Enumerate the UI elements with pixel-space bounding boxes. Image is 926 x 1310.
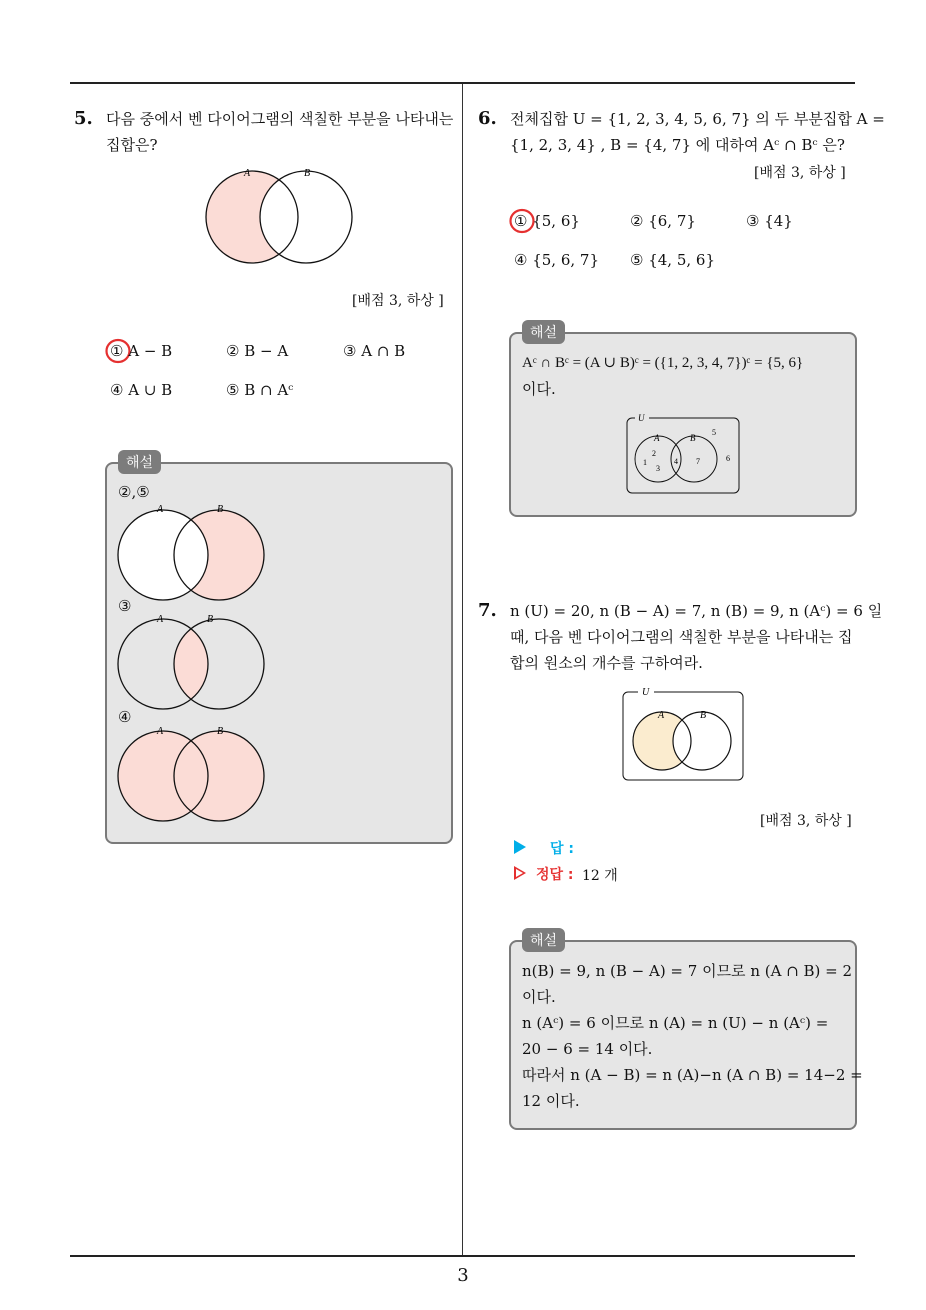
q5-sol3-label-a: A — [157, 726, 164, 737]
q5-venn-label-a: A — [244, 168, 251, 179]
q7-venn-diagram — [622, 683, 746, 783]
q6-venn-num-5: 5 — [712, 428, 716, 437]
q5-text-line1: 다음 중에서 벤 다이어그램의 색칠한 부분을 나타내는 — [106, 110, 454, 128]
q6-venn-num-6: 6 — [726, 454, 730, 463]
q6-choice-3[interactable]: ③ {4} — [746, 212, 793, 230]
q6-choice-4[interactable]: ④ {5, 6, 7} — [514, 251, 600, 269]
q6-sol-line1: Aᶜ ∩ Bᶜ = (A ∪ B)ᶜ = ({1, 2, 3, 4, 7})ᶜ = {5, 6} — [522, 355, 804, 371]
q7-sol-line5: 따라서 n (A − B) = n (A)−n (A ∩ B) = 14−2 = — [522, 1066, 863, 1084]
q6-venn-num-7: 7 — [696, 457, 700, 466]
column-divider — [462, 84, 463, 1256]
q7-sol-line6: 12 이다. — [522, 1092, 580, 1110]
q5-number: 5. — [74, 108, 93, 129]
q7-sol-line2: 이다. — [522, 988, 556, 1006]
q7-answer-arrow-icon — [514, 840, 526, 854]
q7-score: [배점 3, 하상 ] — [760, 813, 852, 829]
q6-venn-num-1: 1 — [643, 458, 647, 467]
q7-sol-line4: 20 − 6 = 14 이다. — [522, 1040, 653, 1058]
q5-sol-label-3: ④ — [118, 708, 132, 726]
q5-sol2-label-a: A — [157, 614, 164, 625]
q7-text-line3: 합의 원소의 개수를 구하여라. — [510, 654, 703, 672]
q6-solution-tag: 해설 — [522, 320, 565, 344]
q6-venn-a-label: A — [654, 433, 660, 443]
q6-venn-u-label: U — [638, 413, 645, 423]
q7-solution-tag: 해설 — [522, 928, 565, 952]
q5-sol-label-1: ②,⑤ — [118, 483, 150, 501]
q5-text-line2: 집합은? — [106, 136, 158, 154]
q6-sol-line2: 이다. — [522, 380, 556, 398]
q7-sol-line3: n (Aᶜ) = 6 이므로 n (A) = n (U) − n (Aᶜ) = — [522, 1014, 829, 1032]
q7-number: 7. — [478, 600, 497, 621]
q7-venn-a-label: A — [658, 710, 665, 721]
page-number: 3 — [457, 1265, 469, 1286]
bottom-rule — [70, 1255, 855, 1257]
q6-choice-1[interactable]: ① {5, 6} — [514, 212, 580, 230]
q5-sol3-label-b: B — [217, 726, 224, 737]
q6-number: 6. — [478, 108, 497, 129]
q7-answer-label: 답 : — [550, 841, 574, 857]
q6-score: [배점 3, 하상 ] — [754, 165, 846, 181]
q6-sol-venn-diagram — [626, 410, 742, 496]
q6-choice-2[interactable]: ② {6, 7} — [630, 212, 696, 230]
q5-sol-venn-a-intersect-b — [115, 612, 275, 716]
q6-text-line2: {1, 2, 3, 4} , B = {4, 7} 에 대하여 Aᶜ ∩ Bᶜ 은? — [510, 136, 845, 154]
q7-text-line2: 때, 다음 벤 다이어그램의 색칠한 부분을 나타내는 집 — [510, 628, 853, 646]
q7-venn-u-label: U — [642, 687, 650, 698]
q7-correct-arrow-icon-inner — [516, 869, 523, 877]
q5-sol-venn-a-union-b — [115, 723, 275, 827]
q5-score: [배점 3, 하상 ] — [352, 293, 444, 309]
q5-choice-3[interactable]: ③ A ∩ B — [343, 342, 406, 360]
q6-venn-num-4: 4 — [674, 457, 678, 466]
q5-sol1-label-b: B — [217, 504, 224, 515]
q7-correct-label: 정답 : — [536, 867, 574, 883]
q6-text-line1: 전체집합 U = {1, 2, 3, 4, 5, 6, 7} 의 두 부분집합 A = — [510, 110, 885, 128]
q7-venn-b-label: B — [700, 710, 707, 721]
q5-sol1-label-a: A — [157, 504, 164, 515]
q7-correct-value: 12 개 — [582, 868, 618, 884]
q6-choice-5[interactable]: ⑤ {4, 5, 6} — [630, 251, 716, 269]
q5-sol-label-2: ③ — [118, 597, 132, 615]
q7-sol-line1: n(B) = 9, n (B − A) = 7 이므로 n (A ∩ B) = 2 — [522, 962, 853, 980]
q6-venn-num-2: 2 — [652, 449, 656, 458]
q5-sol2-label-b: B — [207, 614, 214, 625]
q5-choice-5[interactable]: ⑤ B ∩ Aᶜ — [226, 381, 294, 399]
q6-venn-b-label: B — [690, 433, 696, 443]
q7-text-line1: n (U) = 20, n (B − A) = 7, n (B) = 9, n (Aᶜ) = 6 일 — [510, 602, 883, 620]
q5-solution-tag: 해설 — [118, 450, 161, 474]
q6-venn-num-3: 3 — [656, 464, 660, 473]
q5-choice-1[interactable]: ① A − B — [110, 342, 173, 360]
q5-venn-diagram — [200, 165, 360, 267]
q5-venn-label-b: B — [304, 168, 311, 179]
q5-choice-4[interactable]: ④ A ∪ B — [110, 381, 173, 399]
q5-sol-venn-b-minus-a — [115, 500, 275, 604]
q5-choice-2[interactable]: ② B − A — [226, 342, 289, 360]
